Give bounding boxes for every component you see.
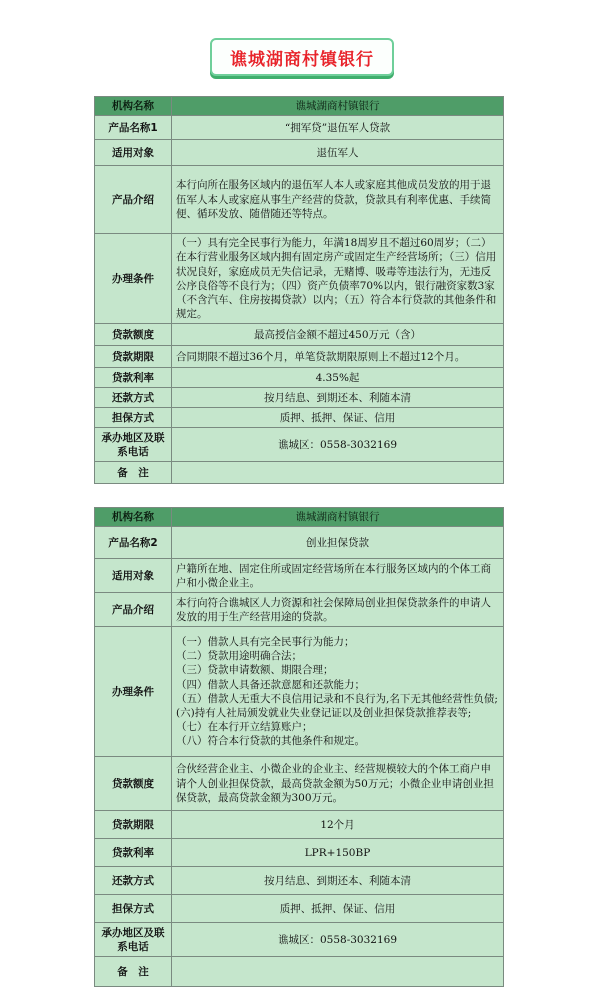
term-value: 合同期限不超过36个月，单笔贷款期限原则上不超过12个月。 [172, 346, 504, 368]
table-row [95, 166, 504, 234]
institution-value: 谯城湖商村镇银行 [172, 508, 504, 527]
row-label: 承办地区及联系电话 [95, 923, 172, 957]
row-label: 产品介绍 [95, 593, 172, 627]
target-value: 户籍所在地、固定住所或固定经营场所在本行服务区域内的个体工商户和小微企业主。 [172, 559, 504, 593]
page-title: 谯城湖商村镇银行 [230, 49, 374, 70]
row-label: 备 注 [95, 957, 172, 987]
row-label: 机构名称 [95, 508, 172, 527]
row-label: 贷款额度 [95, 757, 172, 811]
table-row [95, 867, 504, 895]
table-row [95, 839, 504, 867]
conditions-value: （一）具有完全民事行为能力，年满18周岁且不超过60周岁；（二）在本行营业服务区域内拥有固定房产或固定生产经营场所；（三）信用状况良好，家庭成员无失信记录，无赌博、吸毒等违法行为，无违反公序良俗等不良行为；（四）资产负债率70%以内，银行融资家数3家（不含汽车、住房按揭贷款）以内；（五）符合本行贷款的其他条件和规定。 [172, 234, 504, 324]
row-label: 办理条件 [95, 627, 172, 757]
table-row [95, 957, 504, 987]
row-label: 还款方式 [95, 867, 172, 895]
row-label: 贷款利率 [95, 839, 172, 867]
row-label: 办理条件 [95, 234, 172, 324]
condition-line: （一）借款人具有完全民事行为能力； [176, 635, 355, 648]
amount-value: 合伙经营企业主、小微企业的企业主、经营规模较大的个体工商户申请个人创业担保贷款，最高贷款金额为50万元；小微企业申请创业担保贷款，最高贷款金额为300万元。 [172, 757, 504, 811]
table-row [95, 508, 504, 527]
product-name-value: “拥军贷”退伍军人贷款 [172, 116, 504, 140]
product-table-2 [94, 507, 504, 987]
table-row [95, 408, 504, 428]
remarks-value [172, 462, 504, 484]
remarks-value [172, 957, 504, 987]
product-name-value: 创业担保贷款 [172, 527, 504, 559]
table-row [95, 234, 504, 324]
term-value: 12个月 [172, 811, 504, 839]
bank-title-banner [210, 38, 394, 76]
table-row [95, 757, 504, 811]
table-row [95, 462, 504, 484]
product-table-1 [94, 96, 504, 484]
condition-line: （二）贷款用途明确合法； [176, 650, 302, 663]
table-row [95, 324, 504, 346]
table-row [95, 116, 504, 140]
row-label: 担保方式 [95, 895, 172, 923]
condition-line: （四）借款人具备还款意愿和还款能力； [176, 678, 365, 691]
row-label: 适用对象 [95, 140, 172, 166]
table-row [95, 368, 504, 388]
table-row [95, 895, 504, 923]
table-row [95, 559, 504, 593]
row-label: 贷款额度 [95, 324, 172, 346]
table-row [95, 346, 504, 368]
condition-line: （三）贷款申请数额、期限合理； [176, 664, 334, 677]
condition-line: （七）在本行开立结算账户； [176, 721, 313, 734]
condition-line: (六)持有人社局颁发就业失业登记证以及创业担保贷款推荐表等; [176, 706, 472, 719]
rate-value: 4.35%起 [172, 368, 504, 388]
institution-value: 谯城湖商村镇银行 [172, 97, 504, 116]
conditions-value [172, 627, 504, 757]
table-row [95, 140, 504, 166]
guarantee-value: 质押、抵押、保证、信用 [172, 408, 504, 428]
row-label: 担保方式 [95, 408, 172, 428]
row-label: 适用对象 [95, 559, 172, 593]
table-row [95, 627, 504, 757]
condition-line: （八）符合本行贷款的其他条件和规定。 [176, 735, 365, 748]
contact-value: 谯城区：0558-3032169 [172, 428, 504, 462]
table-row [95, 593, 504, 627]
target-value: 退伍军人 [172, 140, 504, 166]
row-label: 贷款期限 [95, 346, 172, 368]
row-label: 备 注 [95, 462, 172, 484]
table-row [95, 388, 504, 408]
table-row [95, 811, 504, 839]
intro-value: 本行向符合谯城区人力资源和社会保障局创业担保贷款条件的申请人发放的用于生产经营用途的贷款。 [172, 593, 504, 627]
table-row [95, 428, 504, 462]
rate-value: LPR+150BP [172, 839, 504, 867]
contact-value: 谯城区：0558-3032169 [172, 923, 504, 957]
repayment-value: 按月结息、到期还本、利随本清 [172, 867, 504, 895]
condition-line: （五）借款人无重大不良信用记录和不良行为,名下无其他经营性负债; [176, 692, 498, 705]
row-label: 产品名称1 [95, 116, 172, 140]
table-row [95, 527, 504, 559]
table-row [95, 97, 504, 116]
row-label: 还款方式 [95, 388, 172, 408]
row-label: 贷款期限 [95, 811, 172, 839]
table-row [95, 923, 504, 957]
row-label: 产品介绍 [95, 166, 172, 234]
repayment-value: 按月结息、到期还本、利随本清 [172, 388, 504, 408]
row-label: 承办地区及联系电话 [95, 428, 172, 462]
row-label: 产品名称2 [95, 527, 172, 559]
intro-value: 本行向所在服务区域内的退伍军人本人或家庭其他成员发放的用于退伍军人本人或家庭从事生产经营的贷款，贷款具有利率优惠、手续简便、循环发放、随借随还等特点。 [172, 166, 504, 234]
row-label: 机构名称 [95, 97, 172, 116]
guarantee-value: 质押、抵押、保证、信用 [172, 895, 504, 923]
amount-value: 最高授信金额不超过450万元（含） [172, 324, 504, 346]
row-label: 贷款利率 [95, 368, 172, 388]
